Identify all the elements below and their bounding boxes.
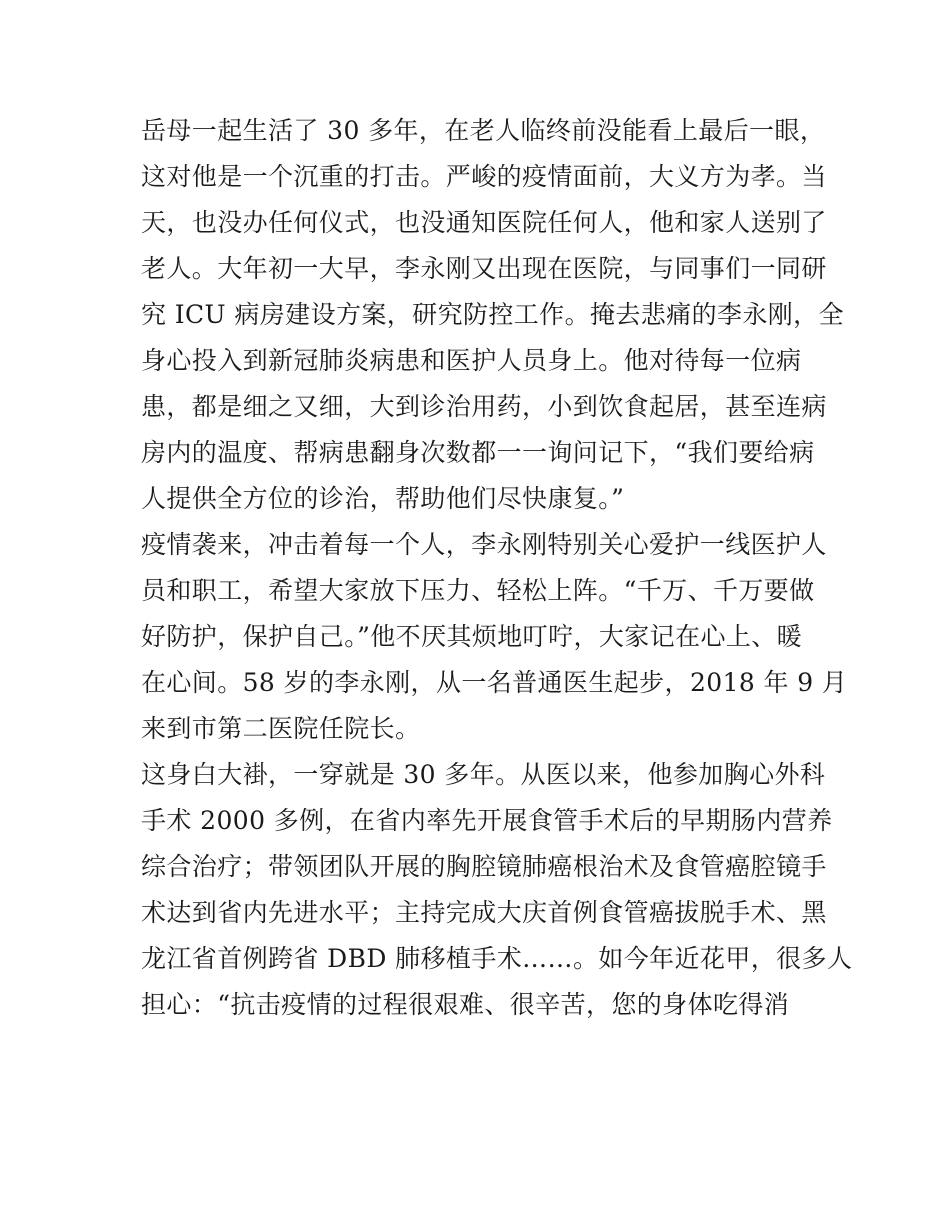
text-line: 龙江省首例跨省 DBD 肺移植手术……。如今年近花甲，很多人 xyxy=(141,944,853,973)
text-line: 综合治疗；带领团队开展的胸腔镜肺癌根治术及食管癌腔镜手 xyxy=(141,852,827,881)
text-line: 患，都是细之又细，大到诊治用药，小到饮食起居，甚至连病 xyxy=(141,392,827,421)
text-line: 人提供全方位的诊治，帮助他们尽快康复。” xyxy=(141,484,625,513)
text-line: 岳母一起生活了 30 多年，在老人临终前没能看上最后一眼， xyxy=(141,116,826,145)
paragraph-1 xyxy=(141,108,844,522)
text-line: 老人。大年初一大早，李永刚又出现在医院，与同事们一同研 xyxy=(141,254,827,283)
text-line: 究 ICU 病房建设方案，研究防控工作。掩去悲痛的李永刚，全 xyxy=(141,300,844,329)
text-line: 疫情袭来，冲击着每一个人，李永刚特别关心爱护一线医护人 xyxy=(141,530,827,559)
article-body xyxy=(141,108,853,1028)
paragraph-2 xyxy=(141,522,848,752)
text-line: 好防护，保护自己。”他不厌其烦地叮咛，大家记在心上、暖 xyxy=(141,622,803,651)
paragraph-3 xyxy=(141,752,853,1028)
text-line: 这对他是一个沉重的打击。严峻的疫情面前，大义方为孝。当 xyxy=(141,162,827,191)
text-line: 房内的温度、帮病患翻身次数都一一询问记下，“我们要给病 xyxy=(141,438,815,467)
text-line: 这身白大褂，一穿就是 30 多年。从医以来，他参加胸心外科 xyxy=(141,760,826,789)
text-line: 手术 2000 多例，在省内率先开展食管手术后的早期肠内营养 xyxy=(141,806,833,835)
text-line: 员和职工，希望大家放下压力、轻松上阵。“千万、千万要做 xyxy=(141,576,815,605)
text-line: 身心投入到新冠肺炎病患和医护人员身上。他对待每一位病 xyxy=(141,346,802,375)
text-line: 担心：“抗击疫情的过程很艰难、很辛苦，您的身体吃得消 xyxy=(141,990,790,1019)
text-line: 术达到省内先进水平；主持完成大庆首例食管癌拔脱手术、黑 xyxy=(141,898,827,927)
text-line: 来到市第二医院任院长。 xyxy=(141,714,421,743)
text-line: 在心间。58 岁的李永刚，从一名普通医生起步，2018 年 9 月 xyxy=(141,668,848,697)
text-line: 天，也没办任何仪式，也没通知医院任何人，他和家人送别了 xyxy=(141,208,827,237)
